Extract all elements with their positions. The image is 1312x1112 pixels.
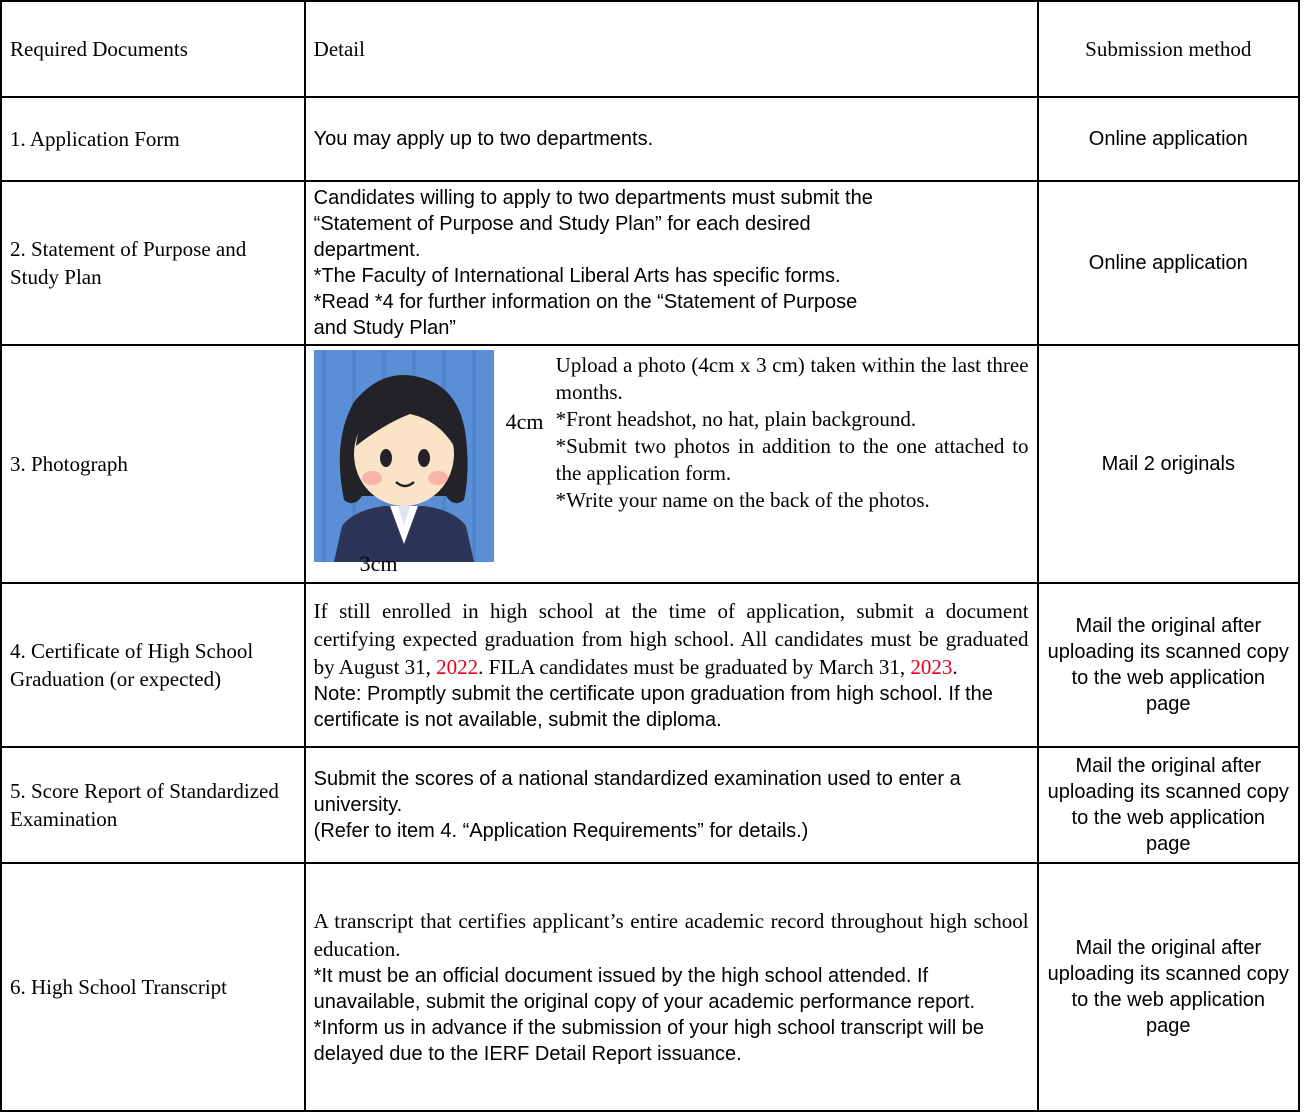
detail-line: *It must be an official document issued by the high school attended. If unavailable, submit the original copy of your academic performance report. <box>313 965 976 1013</box>
detail-line: department. <box>313 239 421 261</box>
table-row <box>1 583 1299 747</box>
detail-text: If still enrolled in high school at the time of application, submit a document certifying expected graduation from high school. All candidates must be graduated by August 31, <box>313 599 1029 679</box>
detail-line: *Front headshot, no hat, plain background. <box>555 407 917 431</box>
detail-line: A transcript that certifies applicant’s entire academic record throughout high school education. <box>313 909 1029 961</box>
highlighted-year: 2022 <box>436 655 479 679</box>
photo-section <box>314 350 1029 578</box>
header-required-documents: Required Documents <box>1 1 305 97</box>
photo-height-label: 4cm <box>505 409 544 434</box>
row-detail <box>305 863 1038 1111</box>
header-detail: Detail <box>305 1 1038 97</box>
table-row <box>1 345 1299 583</box>
headshot-illustration <box>314 350 494 562</box>
highlighted-year: 2023 <box>910 655 953 679</box>
photo-specimen <box>314 350 544 578</box>
header-row <box>1 1 1299 97</box>
row-submission-method: Mail 2 originals <box>1038 345 1299 583</box>
detail-note: Note: Promptly submit the certificate upon graduation from high school. If the certificate is not available, submit the diploma. <box>313 683 993 731</box>
row-submission-method: Mail the original after uploading its scanned copy to the web application page <box>1038 863 1299 1111</box>
header-submission-method: Submission method <box>1038 1 1299 97</box>
row-document-name: 2. Statement of Purpose and Study Plan <box>1 181 305 345</box>
row-document-name: 5. Score Report of Standardized Examination <box>1 747 305 863</box>
detail-paragraph <box>314 597 1029 681</box>
row-detail <box>305 747 1038 863</box>
detail-line: Candidates willing to apply to two departments must submit the <box>313 187 873 209</box>
row-submission-method: Online application <box>1038 181 1299 345</box>
row-submission-method: Mail the original after uploading its scanned copy to the web application page <box>1038 747 1299 863</box>
table-row <box>1 747 1299 863</box>
detail-line: *Inform us in advance if the submission of your high school transcript will be delayed due to the IERF Detail Report issuance. <box>313 1017 984 1065</box>
table-row <box>1 863 1299 1111</box>
detail-line: *The Faculty of International Liberal Arts has specific forms. <box>313 265 841 287</box>
detail-line: *Write your name on the back of the photos. <box>555 488 930 512</box>
row-submission-method: Online application <box>1038 97 1299 181</box>
detail-line: “Statement of Purpose and Study Plan” for each desired <box>313 213 811 235</box>
detail-line: and Study Plan” <box>313 317 456 339</box>
detail-line: You may apply up to two departments. <box>313 128 654 150</box>
row-detail <box>305 345 1038 583</box>
detail-line: *Read *4 for further information on the “Statement of Purpose <box>313 291 858 313</box>
table-row <box>1 181 1299 345</box>
row-detail <box>305 583 1038 747</box>
detail-line: Submit the scores of a national standardized examination used to enter a university. <box>313 768 961 816</box>
row-document-name: 3. Photograph <box>1 345 305 583</box>
row-detail <box>305 181 1038 345</box>
detail-text: . <box>952 655 958 679</box>
detail-text: . FILA candidates must be graduated by March 31, <box>478 655 911 679</box>
photo-width-label: 3cm <box>359 551 398 576</box>
row-submission-method: Mail the original after uploading its scanned copy to the web application page <box>1038 583 1299 747</box>
row-document-name: 1. Application Form <box>1 97 305 181</box>
detail-line: Upload a photo (4cm x 3 cm) taken within the last three months. <box>555 353 1029 404</box>
detail-line: (Refer to item 4. “Application Requirements” for details.) <box>313 820 809 842</box>
photo-instructions <box>556 352 1029 514</box>
row-document-name: 4. Certificate of High School Graduation (or expected) <box>1 583 305 747</box>
detail-line: *Submit two photos in addition to the one attached to the application form. <box>555 434 1029 485</box>
row-document-name: 6. High School Transcript <box>1 863 305 1111</box>
table-row <box>1 97 1299 181</box>
row-detail <box>305 97 1038 181</box>
